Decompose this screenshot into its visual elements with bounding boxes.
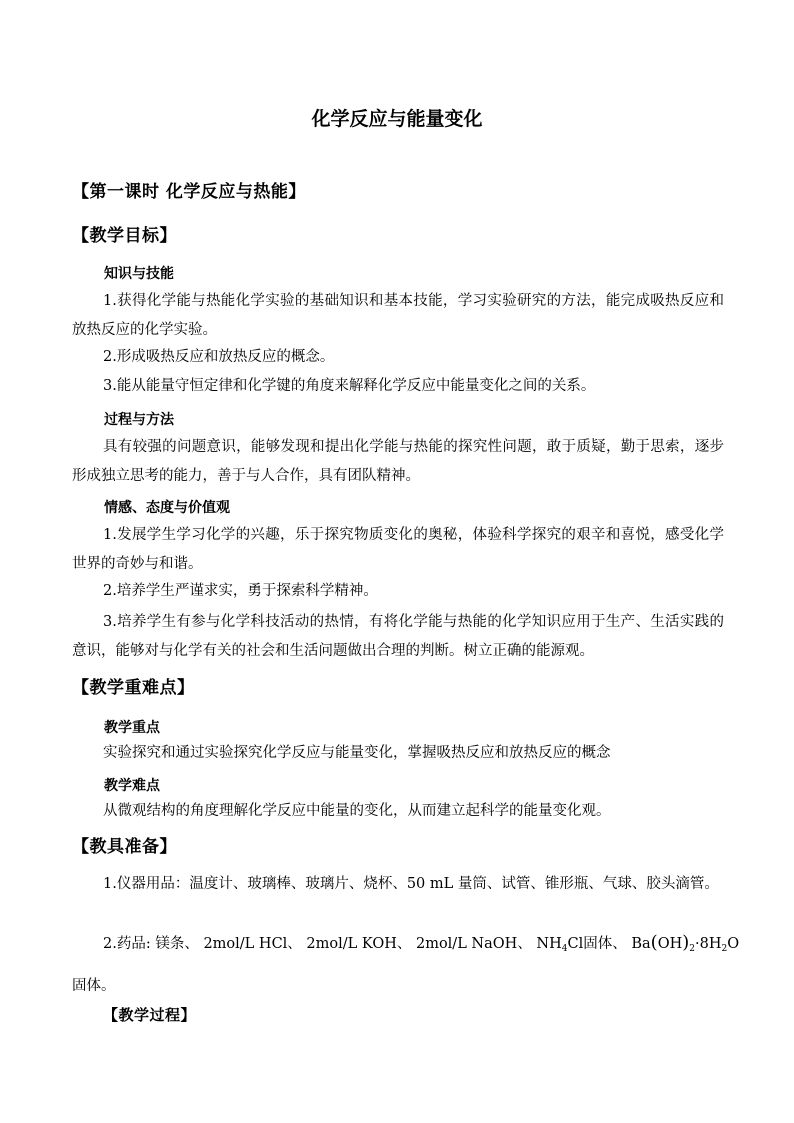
instruments-text: 1.仪器用品：温度计、玻璃棒、玻璃片、烧杯、50 mL 量筒、试管、锥形瓶、气球、胶头滴管。 (103, 876, 719, 892)
emotion-title: 情感、态度与价值观 (104, 500, 230, 516)
difficulty-title: 教学难点 (104, 778, 160, 794)
reagent-hcl: 2mol/L HCl (203, 936, 288, 952)
knowledge-title: 知识与技能 (104, 266, 174, 282)
emotion-item-1: 1.发展学生学习化学的兴趣，乐于探究物质变化的奥秘，体验科学探究的艰辛和喜悦，感受化学世界的奇妙与和谐。 (72, 527, 724, 572)
reagents-tail: 固体。 (72, 978, 116, 994)
lesson-heading: 【第一课时 化学反应与热能】 (72, 182, 306, 202)
reagent-naoh: 2mol/L NaOH (415, 936, 518, 952)
emotion-item-2: 2.培养学生严谨求实，勇于探索科学精神。 (103, 583, 378, 599)
tools-heading: 【教具准备】 (72, 837, 177, 857)
process-heading: 【教学过程】 (103, 1006, 197, 1024)
page-title: 化学反应与能量变化 (311, 108, 483, 130)
difficulty-text: 从微观结构的角度理解化学反应中能量的变化，从而建立起科学的能量变化观。 (103, 803, 611, 819)
knowledge-item-3: 3.能从能量守恒定律和化学键的角度来解释化学反应中能量变化之间的关系。 (103, 378, 596, 394)
reagent-koh: 2mol/L KOH (306, 936, 397, 952)
reagent-nh4cl: $NH_4Cl$ (536, 936, 584, 954)
keypoints-heading: 【教学重难点】 (72, 678, 195, 698)
focus-title: 教学重点 (104, 720, 160, 736)
reagents-prefix: 2.药品: (103, 936, 151, 952)
reagent-baoh2: $Ba(OH)_2\cdot 8H_2O$ (631, 932, 740, 954)
reagents-line: 2.药品: 镁条、 2mol/L HCl、 2mol/L KOH、 2mol/L NaOH、 $NH_4Cl$固体、 $Ba(OH)_2\cdot 8H_2O$ (103, 932, 740, 954)
focus-text: 实验探究和通过实验探究化学反应与能量变化，掌握吸热反应和放热反应的概念 (103, 745, 611, 761)
reagent-mg: 镁条 (155, 936, 185, 952)
knowledge-item-1: 1.获得化学能与热能化学实验的基础知识和基本技能，学习实验研究的方法，能完成吸热反应和放热反应的化学实验。 (72, 293, 724, 338)
goals-heading: 【教学目标】 (72, 226, 177, 246)
process-title: 过程与方法 (104, 412, 174, 428)
process-text: 具有较强的问题意识，能够发现和提出化学能与热能的探究性问题，敢于质疑，勤于思索，逐步形成独立思考的能力，善于与人合作，具有团队精神。 (72, 439, 724, 484)
knowledge-item-2: 2.形成吸热反应和放热反应的概念。 (103, 349, 335, 365)
emotion-item-3: 3.培养学生有参与化学科技活动的热情，有将化学能与热能的化学知识应用于生产、生活实践的意识，能够对与化学有关的社会和生活问题做出合理的判断。树立正确的能源观。 (72, 614, 724, 659)
